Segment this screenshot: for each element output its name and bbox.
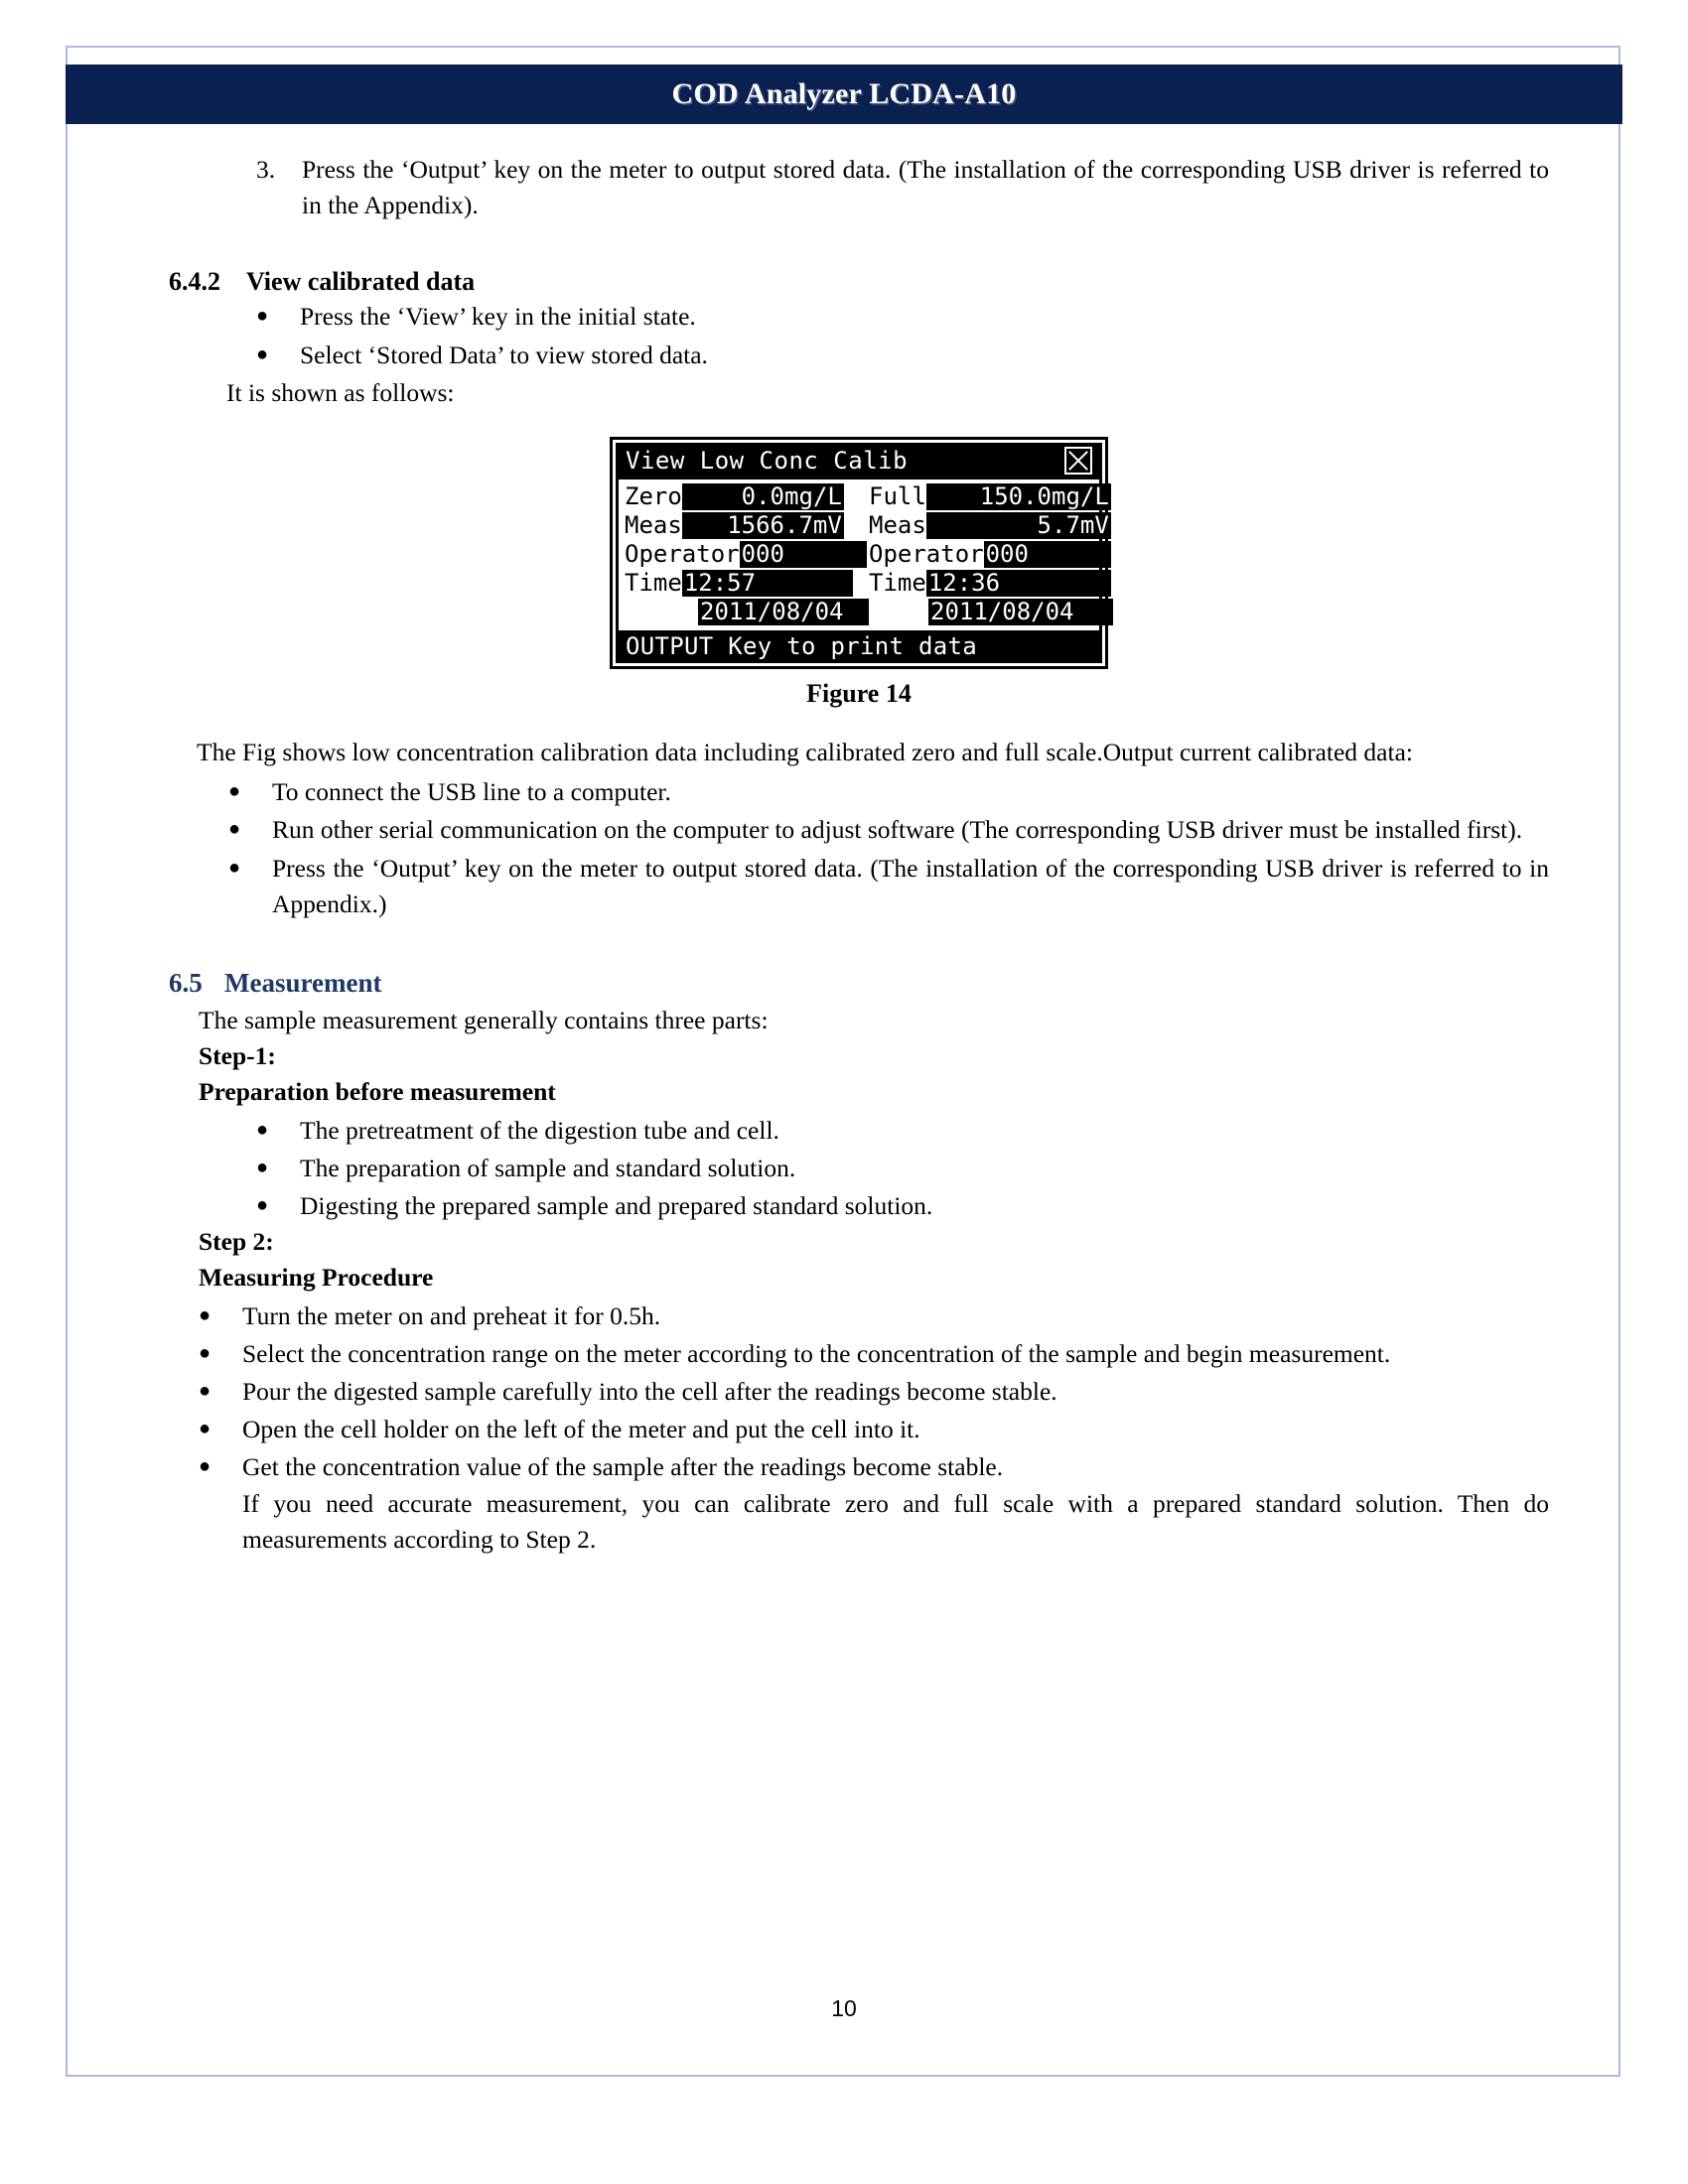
lcd-cell-meas-left: [625, 512, 869, 539]
lcd-value-date-right: 2011/08/04: [928, 599, 1113, 625]
lcd-cell-time-right: [869, 570, 1111, 597]
lcd-cell-operator-right: [869, 541, 1111, 568]
lcd-label-operator-left: Operator: [625, 540, 740, 569]
list-item-label: Digesting the prepared sample and prepared standard solution.: [300, 1191, 933, 1221]
step2-label: Step 2:: [199, 1227, 274, 1257]
list-item-label: Turn the meter on and preheat it for 0.5h.: [242, 1300, 661, 1330]
lcd-cell-zero: [625, 483, 869, 510]
close-box-icon[interactable]: [1064, 447, 1092, 475]
measurement-intro-text: The sample measurement generally contains three parts:: [199, 1006, 769, 1035]
lcd-label-meas-right: Meas: [869, 511, 926, 540]
list-item-label: Press the ‘Output’ key on the meter to output stored data. (The installation of the corresponding USB driver is referred to in Appendix.): [272, 853, 1549, 918]
lcd-date-left-spacer: [625, 599, 698, 625]
lcd-cell-operator-left: [625, 541, 869, 568]
list-item: [169, 1298, 1549, 1334]
lcd-row-meas: [625, 511, 1109, 540]
bullet-icon: ●: [199, 1341, 211, 1364]
section-number: 6.5: [169, 968, 203, 999]
lcd-value-time-left: 12:57: [682, 570, 853, 597]
section-heading-642: [169, 267, 1549, 297]
lcd-label-operator-right: Operator: [869, 540, 984, 569]
list-item-text: Press the ‘Output’ key on the meter to output stored data. (The installation of the corresponding USB driver is referred to in the Appendix).: [302, 155, 1549, 220]
bullet-icon: ●: [199, 1455, 211, 1478]
list-item-label: The pretreatment of the digestion tube and cell.: [300, 1115, 779, 1145]
lcd-value-time-right: 12:36: [926, 570, 1111, 597]
list-item: [169, 1374, 1549, 1410]
figure-caption: Figure 14: [806, 679, 912, 709]
section-heading-65: [169, 968, 1549, 999]
lcd-cell-date-right: [869, 599, 1113, 625]
list-item-label: Press the ‘View’ key in the initial state.: [300, 302, 696, 332]
bullet-icon: ●: [199, 1380, 211, 1403]
lcd-value-operator-left: 000: [740, 541, 867, 568]
bullet-icon: ●: [228, 780, 241, 803]
list-item: [169, 1113, 1549, 1149]
step2-bullet-list: [169, 1298, 1549, 1486]
section-number: 6.4.2: [169, 267, 220, 297]
lcd-label-meas-left: Meas: [625, 511, 682, 540]
lcd-row-operator: [625, 541, 1095, 568]
list-item-label: Select ‘Stored Data’ to view stored data.: [300, 340, 708, 369]
list-item: [169, 299, 1549, 335]
list-item-label: Open the cell holder on the left of the meter and put the cell into it.: [242, 1415, 920, 1444]
list-item-label: Run other serial communication on the computer to adjust software (The corresponding USB driver must be installed first).: [272, 815, 1523, 845]
lcd-label-full: Full: [869, 482, 926, 511]
list-item: [169, 1336, 1549, 1372]
lcd-value-full: 150.0mg/L: [926, 483, 1111, 510]
list-item: [169, 812, 1549, 848]
section-title: View calibrated data: [246, 267, 476, 297]
list-item-number: 3.: [256, 155, 276, 184]
step1-label: Step-1:: [199, 1041, 276, 1071]
list-item-label: Select the concentration range on the meter according to the concentration of the sample and begin measurement.: [242, 1338, 1391, 1368]
lcd-cell-date-left: [625, 599, 869, 625]
lcd-value-meas-right: 5.7mV: [926, 512, 1111, 539]
bullet-icon: ●: [256, 342, 269, 365]
bullet-icon: ●: [199, 1303, 211, 1326]
step2-title: Measuring Procedure: [199, 1263, 434, 1293]
list-item: [169, 1151, 1549, 1186]
lcd-label-time-left: Time: [625, 569, 682, 598]
lcd-value-meas-left: 1566.7mV: [682, 512, 844, 539]
lcd-title-text: View Low Conc Calib: [626, 447, 909, 476]
list-item-label: The preparation of sample and standard solution.: [300, 1153, 796, 1182]
bullet-icon: ●: [256, 1118, 269, 1141]
bullet-icon: ●: [256, 305, 269, 328]
lcd-date-right-spacer: [869, 599, 928, 625]
shown-as-follows-text: It is shown as follows:: [226, 377, 455, 407]
measurement-closing-paragraph: If you need accurate measurement, you can calibrate zero and full scale with a prepared standard solution. Then do measurements according to Step 2.: [242, 1488, 1549, 1554]
lcd-status-bar: OUTPUT Key to print data: [619, 630, 1099, 663]
document-content: [66, 124, 1620, 1558]
bullet-icon: ●: [256, 1194, 269, 1217]
lcd-screen-mockup: [610, 437, 1108, 669]
list-item: [169, 1412, 1549, 1447]
list-item: [169, 774, 1549, 810]
lcd-cell-full: [869, 483, 1111, 510]
lcd-row-date: [625, 599, 1095, 625]
list-item: [169, 1449, 1549, 1485]
lcd-value-date-left: 2011/08/04: [698, 599, 869, 625]
output-bullet-list: [169, 774, 1549, 922]
lcd-cell-time-left: [625, 570, 869, 597]
lcd-inner-frame: [616, 443, 1109, 663]
page-number: 10: [831, 1995, 857, 2021]
list-item-label: Pour the digested sample carefully into the cell after the readings become stable.: [242, 1377, 1057, 1407]
bullet-icon: ●: [199, 1418, 211, 1440]
lcd-value-zero: 0.0mg/L: [682, 483, 844, 510]
bullet-icon: ●: [228, 818, 241, 841]
lcd-row-time: [625, 570, 1095, 597]
step1-title: Preparation before measurement: [199, 1077, 556, 1107]
numbered-list-item: [169, 152, 1549, 223]
figure-14-block: [169, 437, 1549, 709]
list-item: [169, 338, 1549, 373]
list-item: [169, 1188, 1549, 1224]
figure-description-paragraph: The Fig shows low concentration calibration data including calibrated zero and full scale.Output current calibrated data:: [197, 738, 1413, 767]
section-title: Measurement: [224, 968, 382, 999]
document-header-banner: [66, 65, 1622, 124]
bullet-icon: ●: [228, 856, 241, 879]
list-item-label: To connect the USB line to a computer.: [272, 777, 671, 807]
page-title: COD Analyzer LCDA-A10: [671, 77, 1017, 110]
lcd-row-zero-full: [625, 482, 1109, 511]
step1-bullet-list: [169, 1113, 1549, 1225]
lcd-label-zero: Zero: [625, 482, 682, 511]
lcd-cell-meas-right: [869, 512, 1111, 539]
lcd-title-bar: [619, 443, 1099, 479]
section-642-bullet-list: [169, 299, 1549, 372]
lcd-body: [619, 479, 1109, 630]
bullet-icon: ●: [256, 1156, 269, 1178]
list-item-label: Get the concentration value of the sample after the readings become stable.: [242, 1452, 1004, 1482]
list-item: [169, 851, 1549, 922]
lcd-value-operator-right: 000: [984, 541, 1111, 568]
lcd-label-time-right: Time: [869, 569, 926, 598]
